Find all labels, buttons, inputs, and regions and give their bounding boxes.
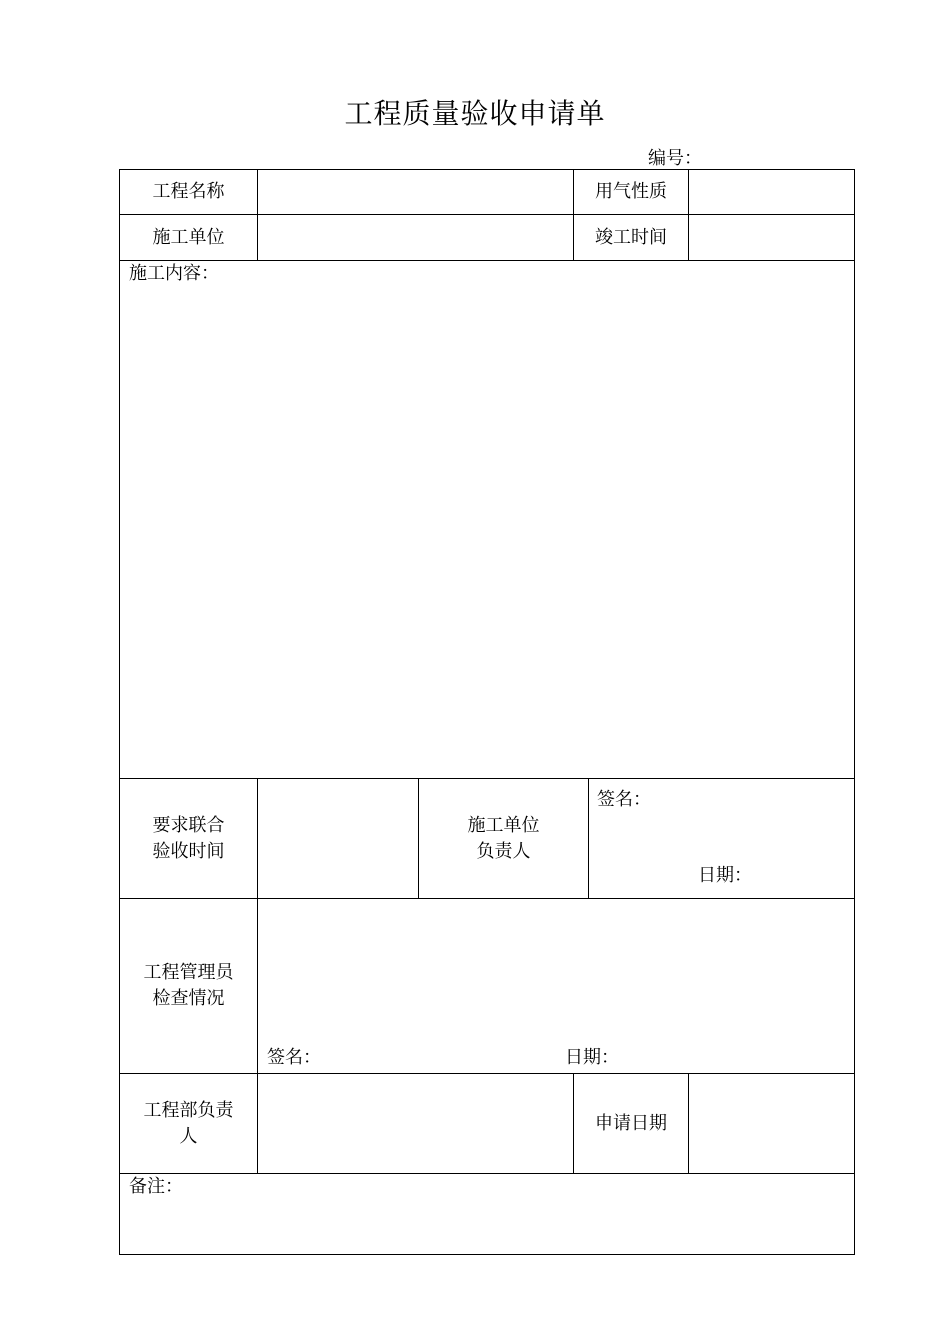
completion-time-label: 竣工时间 xyxy=(595,226,667,248)
unit-head-signature-field[interactable] xyxy=(588,778,855,899)
department-head-label-cell xyxy=(119,1073,258,1174)
unit-head-signature-label: 签名： xyxy=(597,789,651,810)
joint-acceptance-time-label-cell xyxy=(119,778,258,899)
inspection-label-line1: 工程管理员 xyxy=(143,962,234,983)
apply-date-field[interactable] xyxy=(688,1073,855,1174)
gas-nature-label-cell xyxy=(573,169,689,215)
gas-nature-label: 用气性质 xyxy=(595,181,667,202)
serial-label: 编号： xyxy=(648,148,702,169)
construction-content-label: 施工内容： xyxy=(129,263,219,284)
department-head-field[interactable] xyxy=(257,1073,574,1174)
completion-time-field[interactable] xyxy=(688,214,855,261)
joint-acceptance-time-label-line2: 验收时间 xyxy=(152,840,225,862)
unit-head-label-line2: 负责人 xyxy=(476,840,531,862)
joint-acceptance-time-label-line1: 要求联合 xyxy=(152,814,225,836)
inspection-label-line2: 检查情况 xyxy=(152,988,225,1009)
completion-time-label-cell xyxy=(573,214,689,261)
construction-unit-label: 施工单位 xyxy=(152,226,225,248)
remarks-label: 备注： xyxy=(129,1176,183,1197)
department-head-label-line2: 人 xyxy=(179,1125,198,1147)
joint-acceptance-time-field[interactable] xyxy=(257,778,419,899)
inspection-field[interactable] xyxy=(257,898,855,1074)
application-form xyxy=(119,169,855,1255)
gas-nature-field[interactable] xyxy=(688,169,855,215)
construction-unit-field[interactable] xyxy=(257,214,574,261)
page-title: 工程质量验收申请单 xyxy=(344,97,606,130)
unit-head-label-line1: 施工单位 xyxy=(467,814,540,836)
project-name-field[interactable] xyxy=(257,169,574,215)
serial-number xyxy=(648,144,810,170)
apply-date-label-cell xyxy=(573,1073,689,1174)
construction-unit-label-cell xyxy=(119,214,258,261)
inspection-signature-label: 签名： xyxy=(267,1047,321,1068)
project-name-label: 工程名称 xyxy=(152,181,225,202)
remarks-field[interactable] xyxy=(119,1173,855,1255)
unit-head-label-cell xyxy=(418,778,589,899)
unit-head-date-label: 日期： xyxy=(698,865,752,886)
serial-number-field[interactable] xyxy=(704,153,810,170)
inspection-date-label: 日期： xyxy=(565,1047,619,1068)
inspection-label-cell xyxy=(119,898,258,1074)
department-head-label-line1: 工程部负责 xyxy=(143,1099,234,1121)
project-name-label-cell xyxy=(119,169,258,215)
construction-content-field[interactable] xyxy=(119,260,855,779)
apply-date-label: 申请日期 xyxy=(595,1112,667,1134)
